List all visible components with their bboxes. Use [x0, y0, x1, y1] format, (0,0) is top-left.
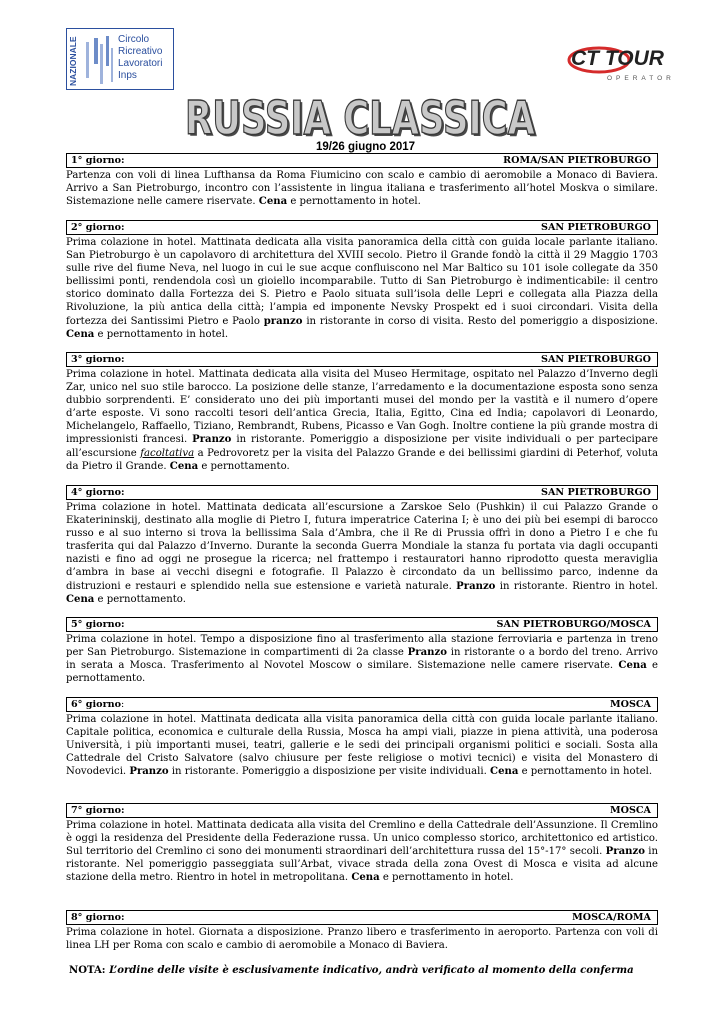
day-description [66, 713, 658, 778]
description-text: Prima colazione in hotel. Mattinata dedicata alla visita panoramica della città con guida locale parlante italiano. Capitale politica, economica e culturale della Russia, Mosca ha ampi viali, piazze in piena attività, una poderosa Università, i più importanti musei, teatri, gallerie e le sedi dei principali organismi politici e sociali. Sosta alla Cattedrale del Cristo Salvatore (salvo chiusure per feste religiose o motivi tecnici) e visita del Monastero di Novodevici. [66, 714, 658, 778]
logo-vertical-text: NAZIONALE [68, 36, 78, 86]
bold-meal-word: Cena [66, 328, 95, 340]
day-description [66, 236, 658, 341]
ct-tour-logo [565, 44, 691, 84]
description-text: in ristorante o a bordo del treno. Arrivo in serata a Mosca. Trasferimento al Novotel Moscow o similare. Sistemazione nelle camere riservate. [66, 647, 658, 672]
page-title [180, 92, 540, 144]
description-text: in ristorante. Pomeriggio a disposizione per visite individuali. [168, 766, 491, 778]
optional-tag: facoltativa [140, 447, 195, 459]
description-text: e pernottamento. [66, 660, 658, 685]
day-section [66, 617, 658, 685]
day-place: SAN PIETROBURGO/MOSCA [496, 619, 651, 630]
description-text: e pernottamento in hotel. [94, 328, 229, 340]
day-label: 3° giorno: [71, 354, 125, 365]
description-text: Prima colazione in hotel. Tempo a disposizione fino al trasferimento alla stazione ferroviaria e partenza in treno per San Pietroburgo. Sistemazione in compartimenti di 2a classe [66, 634, 658, 659]
description-text: e pernottamento in hotel. [287, 196, 421, 208]
day-place: MOSCA/ROMA [572, 912, 651, 923]
bold-meal-word: Pranzo [605, 846, 645, 858]
title-graphic [180, 92, 540, 144]
note-label: NOTA: [69, 965, 106, 976]
crli-logo [66, 28, 174, 90]
description-text: Prima colazione in hotel. Mattinata dedicata alla visita panoramica della città con guida locale parlante italiano. San Pietroburgo è un capolavoro di architettura del XVIII secolo. Pietro il Grande fondò la città il 29 Maggio 1703 sulle rive del fiume Neva, nel luogo in cui le sue acque confluiscono nel Mar Baltico su 101 isole collegate da 350 bellissimi ponti, rendendola così un gioiello incomparabile. Tutto di San Pietroburgo è indimenticabile: il centro storico dominato dalla Fortezza dei S. Pietro e Paolo situata sull’isola delle Lepri e collegata alla Piazza della Rivoluzione, la più antica della città; l’ampia ed imponente Nevsky Prospekt ed i suoi circondari. Visita della fortezza dei Santissimi Pietro e Paolo [66, 237, 658, 327]
description-text: Prima colazione in hotel. Mattinata dedicata alla visita del Cremlino e della Cattedrale dell’Assunzione. Il Cremlino è oggi la residenza del Presidente della Federazione russa. Un unico complesso storico, architettonico ed artistico. Sul territorio del Cremlino ci sono dei monumenti straordinari dell’architettura russa del 15°-17° secoli. [66, 820, 658, 858]
day-description [66, 819, 658, 884]
description-text: Prima colazione in hotel. Mattinata dedicata alla visita del Museo Hermitage, ospitato nel Palazzo d’Inverno degli Zar, unico nel suo stile barocco. La posizione delle stanze, l’arredamento e la documentazione esposta sono senza dubbio sorprendenti. E’ considerato uno dei più importanti musei del mondo per la vastità e il numero d’opere d’arte esposte. Vi sono raccolti tesori dell’antica Grecia, Italia, Egitto, Cina ed India; capolavori di Leonardo, Michelangelo, Raffaello, Tiziano, Rembrandt, Rubens, Picasso e Van Gogh. Inoltre contiene la più grande mostra di impressionisti francesi. [66, 369, 658, 446]
day-place: SAN PIETROBURGO [541, 487, 651, 498]
ct-tour-logo-graphic [565, 44, 691, 84]
day-section [66, 485, 658, 606]
day-place: ROMA/SAN PIETROBURGO [503, 155, 651, 166]
description-text: e pernottamento in hotel. [518, 766, 653, 778]
logo-line: Lavoratori [118, 58, 163, 69]
day-label: 8° giorno: [71, 912, 125, 923]
bold-meal-word: Cena [490, 766, 519, 778]
ct-tour-sub-text: OPERATOR [607, 75, 675, 82]
description-text: Prima colazione in hotel. Mattinata dedicata all’escursione a Zarskoe Selo (Pushkin) il cui Palazzo Grande o Ekaterininskij, destinato alla moglie di Pietro I, futura imperatrice Caterina I; è uno dei più bei esempi di barocco russo e al suo interno si trova la bellissima Sala d’Ambra, che il Re di Prussia offrì in dono a Pietro I e che fu trasferita qui dal Palazzo d’Inverno. Durante la seconda Guerra Mondiale la stanza fu portata via dagli occupanti nazisti e fino ad oggi ne prosegue la ricerca; nel frattempo i restauratori hanno riprodotto questa meraviglia d’ambra in base ai vecchi disegni e fotografie. Il Palazzo è circondato da un bellissimo parco, indenne da distruzioni e restauri e splendido nella sue estensione e varietà naturale. [66, 502, 658, 592]
bold-meal-word: Pranzo [129, 766, 169, 778]
day-header [66, 617, 658, 632]
description-text: a Pedrovoretz per la visita del Palazzo Grande e dei bellissimi giardini di Peterhof, voluta da Pietro il Grande. [66, 447, 658, 472]
day-label: 5° giorno: [71, 619, 125, 630]
bold-meal-word: Cena [258, 196, 288, 208]
bold-meal-word: Cena [66, 593, 95, 605]
ct-tour-brand-text: CT TOUR [571, 47, 664, 70]
day-header [66, 697, 658, 712]
description-text: Prima colazione in hotel. Giornata a disposizione. Pranzo libero e trasferimento in aeroporto. Partenza con voli di linea LH per Roma con scalo e cambio di aeromobile a Monaco di Baviera. [66, 927, 658, 952]
bold-meal-word: pranzo [263, 315, 303, 327]
day-section [66, 352, 658, 473]
description-text: in ristorante in corso di visita. Resto del pomeriggio a disposizione. [302, 315, 658, 327]
day-header [66, 485, 658, 500]
day-header [66, 910, 658, 925]
day-description [66, 368, 658, 473]
day-header [66, 220, 658, 235]
day-description [66, 926, 658, 952]
day-section [66, 153, 658, 208]
day-description [66, 169, 658, 208]
day-section [66, 910, 658, 952]
description-text: e pernottamento. [198, 460, 290, 472]
title-text: RUSSIA CLASSICA [185, 92, 536, 144]
day-header [66, 803, 658, 818]
day-label-suffix: : [121, 699, 125, 710]
description-text: in ristorante. Pomeriggio a disposizione per visite individuali o per partecipare all’escursione [66, 434, 658, 459]
logo-line: Inps [118, 70, 137, 81]
day-description [66, 501, 658, 606]
day-place: SAN PIETROBURGO [541, 222, 651, 233]
description-text: e pernottamento in hotel. [379, 872, 514, 884]
day-place: MOSCA [610, 699, 651, 710]
description-text: in ristorante. Rientro in hotel. [495, 580, 658, 592]
day-section [66, 220, 658, 341]
day-header [66, 153, 658, 168]
bold-meal-word: Pranzo [407, 647, 447, 659]
day-header [66, 352, 658, 367]
logo-line: Ricreativo [118, 46, 163, 57]
footer-note [69, 965, 634, 976]
bold-meal-word: Pranzo [192, 434, 232, 446]
bold-meal-word: Cena [351, 872, 380, 884]
day-description [66, 633, 658, 685]
day-label: 1° giorno: [71, 155, 125, 166]
bold-meal-word: Pranzo [456, 580, 496, 592]
bold-meal-word: Cena [169, 460, 199, 472]
description-text: Partenza con voli di linea Lufthansa da Roma Fiumicino con scalo e cambio di aeromobile a Monaco di Baviera. Arrivo a San Pietroburgo, incontro con l’assistente in lingua italiana e trasferimento all’hotel Moskva o similare. Sistemazione nelle camere riservate. [66, 170, 658, 208]
note-text: L’ordine delle visite è esclusivamente indicativo, andrà verificato al momento della conferma [109, 965, 634, 976]
day-label-text: 6° giorno [71, 699, 121, 710]
crli-logo-graphic [66, 28, 174, 90]
description-text: e pernottamento. [94, 593, 186, 605]
logo-line: Circolo [118, 34, 150, 45]
trip-date: 19/26 giugno 2017 [316, 141, 416, 153]
title-shadow-text: RUSSIA CLASSICA [187, 93, 538, 144]
day-label: 4° giorno: [71, 487, 125, 498]
day-label [71, 698, 124, 711]
day-place: MOSCA [610, 805, 651, 816]
day-section [66, 803, 658, 884]
day-section [66, 697, 658, 778]
day-label: 7° giorno: [71, 805, 125, 816]
description-text: in ristorante. Nel pomeriggio passeggiata sull’Arbat, vivace strada della zona Ovest di Mosca e visita ad alcune stazione della metro. Rientro in hotel in metropolitana. [66, 846, 658, 884]
day-place: SAN PIETROBURGO [541, 354, 651, 365]
day-label: 2° giorno: [71, 222, 125, 233]
bold-meal-word: Cena [618, 660, 647, 672]
